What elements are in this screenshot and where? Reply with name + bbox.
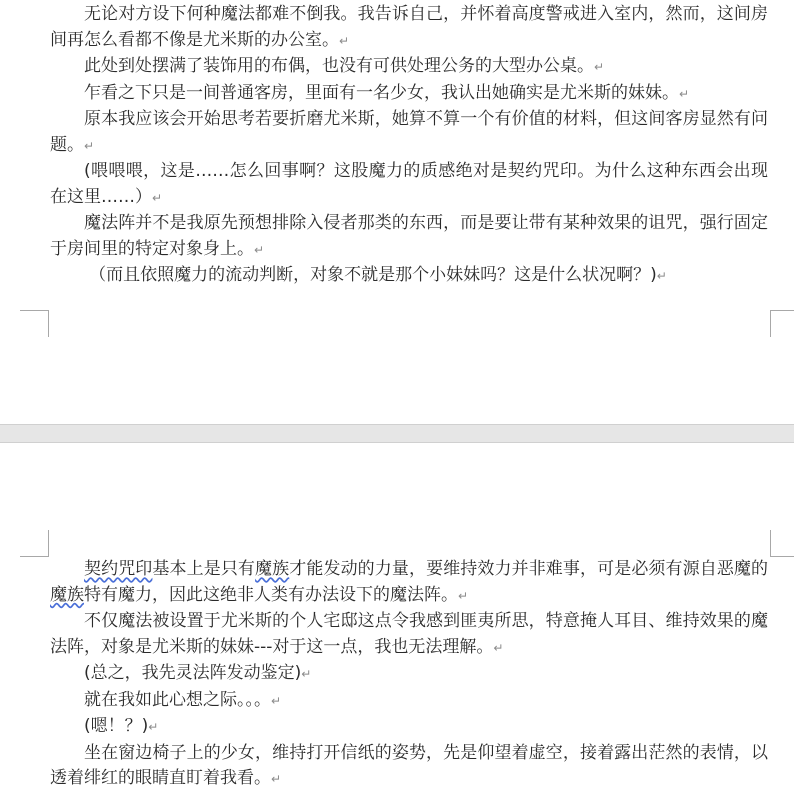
paragraph[interactable]: 原本我应该会开始思考若要折磨尤米斯，她算不算一个有价值的材料，但这间客房显然有问题。↵ [50,109,768,155]
paragraph-mark-icon: ↵ [254,242,265,257]
paragraph[interactable]: 不仅魔法被设置于尤米斯的个人宅邸这点令我感到匪夷所思，特意掩人耳目、维持效果的魔法阵，对象是尤米斯的妹妹---对于这一点，我也无法理解。↵ [50,611,768,657]
margin-corner-bottom-left [20,310,49,337]
paragraph-mark-icon: ↵ [84,138,95,153]
paragraph-mark-icon: ↵ [458,588,469,603]
paragraph-mark-icon: ↵ [271,693,282,708]
paragraph-mark-icon: ↵ [148,720,159,734]
paragraph[interactable]: 此处到处摆满了装饰用的布偶，也没有可供处理公务的大型办公桌。↵ [84,56,605,76]
paragraph[interactable]: (嗯！？)↵ [84,716,159,736]
paragraph-mark-icon: ↵ [656,269,667,283]
margin-corner-bottom-right [770,310,794,337]
paragraph[interactable]: 魔法阵并不是我原先预想排除入侵者那类的东西，而是要让带有某种效果的诅咒，强行固定于房间里的特定对象身上。↵ [50,213,768,259]
spellcheck-underline[interactable]: 魔族 [255,559,290,579]
paragraph[interactable]: (总之，我先灵法阵发动鉴定)↵ [84,663,312,683]
page-1-text[interactable] [50,2,768,290]
paragraph-mark-icon: ↵ [493,640,504,655]
paragraph-mark-icon: ↵ [339,33,350,48]
spellcheck-underline[interactable]: 魔族 [50,584,84,605]
paragraph[interactable]: 坐在窗边椅子上的少女，维持打开信纸的姿势，先是仰望着虚空，接着露出茫然的表情，以透着绯红的眼睛直盯着我看。↵ [50,742,768,788]
page-2-text[interactable] [50,557,768,793]
paragraph-mark-icon: ↵ [594,60,605,74]
paragraph-mark-icon: ↵ [152,190,163,205]
margin-corner-top-right [770,530,794,557]
paragraph[interactable]: 契约咒印基本上是只有魔族才能发动的力量，要维持效力并非难事，可是必须有源自恶魔的魔族特有魔力，因此这绝非人类有办法设下的魔法阵。↵ [50,559,769,605]
paragraph[interactable]: (喂喂喂，这是……怎么回事啊？这股魔力的质感绝对是契约咒印。为什么这种东西会出现在这里……）↵ [50,161,768,207]
paragraph[interactable]: 就在我如此心想之际。。。↵ [84,689,282,710]
page-gap [0,424,794,443]
paragraph-mark-icon: ↵ [301,667,312,681]
paragraph[interactable]: 无论对方设下何种魔法都难不倒我。我告诉自己，并怀着高度警戒进入室内，然而，这间房间再怎么看都不像是尤米斯的办公室。↵ [50,4,768,50]
paragraph[interactable]: （而且依照魔力的流动判断，对象不就是那个小妹妹吗？这是什么状况啊？)↵ [89,265,667,285]
paragraph-mark-icon: ↵ [271,772,282,786]
paragraph-mark-icon: ↵ [679,86,690,101]
paragraph[interactable]: 乍看之下只是一间普通客房，里面有一名少女，我认出她确实是尤米斯的妹妹。↵ [84,82,690,103]
margin-corner-top-left [20,530,49,557]
spellcheck-underline[interactable]: 契约咒印 [84,559,153,579]
document-page-2[interactable] [0,443,794,794]
